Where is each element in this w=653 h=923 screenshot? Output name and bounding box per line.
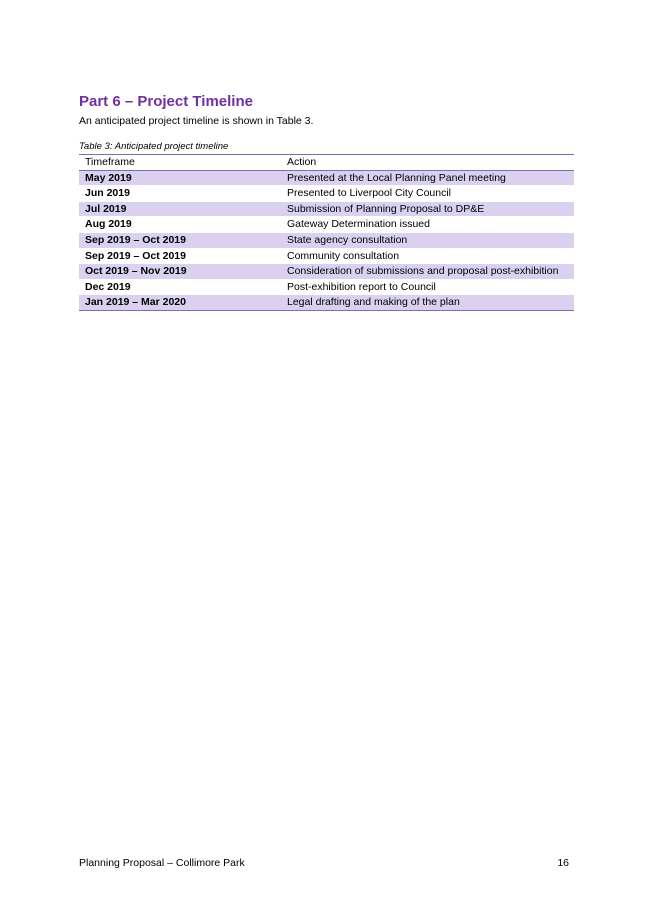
action-cell: Consideration of submissions and proposal post-exhibition: [281, 264, 574, 280]
timeframe-cell: Aug 2019: [79, 217, 281, 233]
action-cell: Gateway Determination issued: [281, 217, 574, 233]
timeframe-cell: Sep 2019 – Oct 2019: [79, 248, 281, 264]
table-row: [79, 232, 574, 248]
timeframe-cell: Jan 2019 – Mar 2020: [79, 295, 281, 311]
table-row: [79, 279, 574, 295]
action-cell: Community consultation: [281, 248, 574, 264]
action-cell: Legal drafting and making of the plan: [281, 295, 574, 311]
table-row: [79, 217, 574, 233]
timeframe-cell: Sep 2019 – Oct 2019: [79, 232, 281, 248]
action-cell: State agency consultation: [281, 232, 574, 248]
table-row: [79, 186, 574, 202]
action-cell: Presented to Liverpool City Council: [281, 186, 574, 202]
timeframe-cell: Oct 2019 – Nov 2019: [79, 264, 281, 280]
section-heading: Part 6 – Project Timeline: [79, 93, 253, 110]
action-cell: Submission of Planning Proposal to DP&E: [281, 201, 574, 217]
timeline-table: [79, 154, 574, 311]
action-cell: Post-exhibition report to Council: [281, 279, 574, 295]
timeframe-cell: May 2019: [79, 170, 281, 186]
timeframe-cell: Dec 2019: [79, 279, 281, 295]
table-header-row: [79, 155, 574, 171]
page-number: 16: [557, 857, 569, 869]
action-header: Action: [281, 155, 574, 171]
action-cell: Presented at the Local Planning Panel meeting: [281, 170, 574, 186]
intro-paragraph: An anticipated project timeline is shown in Table 3.: [79, 115, 314, 127]
footer-document-title: Planning Proposal – Collimore Park: [79, 857, 245, 869]
table-row: [79, 248, 574, 264]
table-row: [79, 295, 574, 311]
table-caption: Table 3: Anticipated project timeline: [79, 141, 229, 152]
table-row: [79, 264, 574, 280]
timeframe-header: Timeframe: [79, 155, 281, 171]
timeframe-cell: Jun 2019: [79, 186, 281, 202]
table-row: [79, 170, 574, 186]
table-row: [79, 201, 574, 217]
timeframe-cell: Jul 2019: [79, 201, 281, 217]
